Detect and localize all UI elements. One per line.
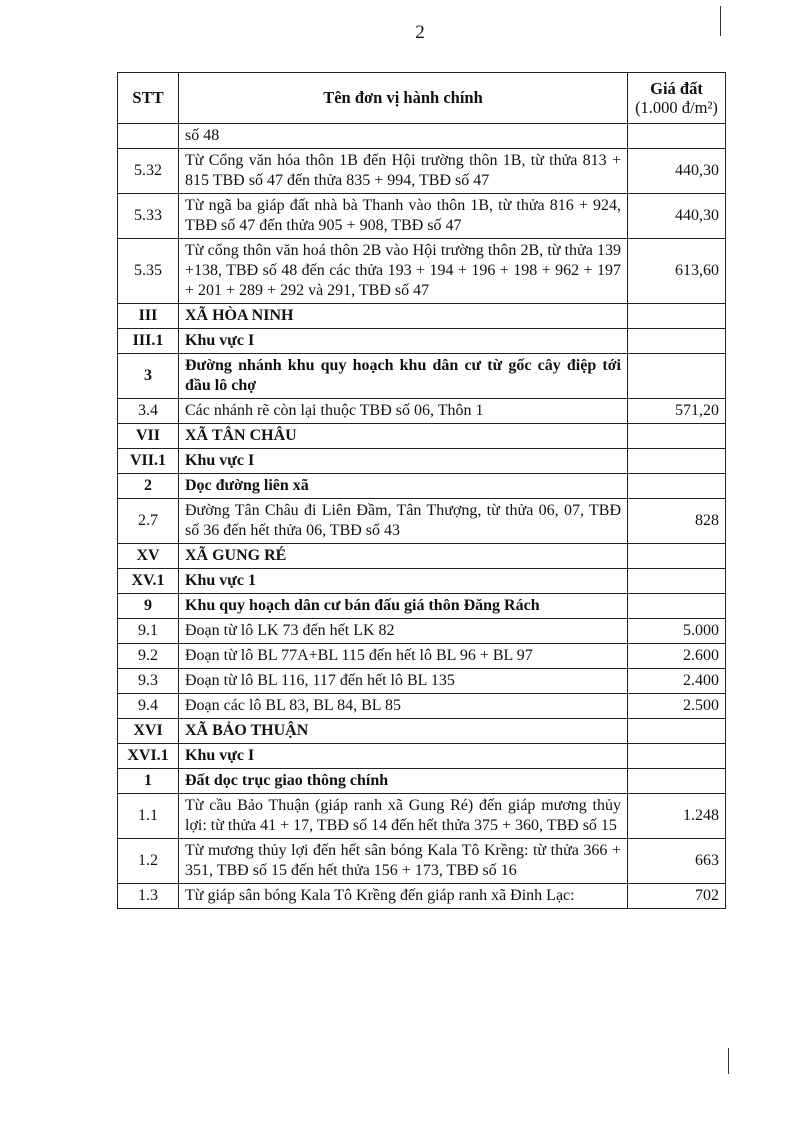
row-name: Từ ngã ba giáp đất nhà bà Thanh vào thôn 1B, từ thửa 816 + 924, TBĐ số 47 đến thửa 905 + 908, TBĐ số 47 [179,194,628,239]
row-name: Từ cổng thôn văn hoá thôn 2B vào Hội trường thôn 2B, từ thửa 139 +138, TBĐ số 48 đến các thửa 193 + 194 + 196 + 198 + 962 + 197 + 201 + 289 + 292 và 291, TBĐ số 47 [179,239,628,304]
table-row [118,304,726,329]
row-stt: 9 [118,594,179,619]
row-name: XÃ TÂN CHÂU [179,424,628,449]
header-price-title: Giá đất [650,79,703,98]
page-number: 2 [415,22,425,43]
row-price [628,719,726,744]
row-stt: 1.1 [118,794,179,839]
row-name: Đường nhánh khu quy hoạch khu dân cư từ gốc cây điệp tới đầu lô chợ [179,354,628,399]
row-stt: 2 [118,474,179,499]
row-stt: 9.1 [118,619,179,644]
row-stt: VII.1 [118,449,179,474]
row-name: Từ Cổng văn hóa thôn 1B đến Hội trường thôn 1B, từ thửa 813 + 815 TBĐ số 47 đến thửa 835 + 994, TBĐ số 47 [179,149,628,194]
row-price: 702 [628,884,726,909]
row-stt: XVI [118,719,179,744]
row-price [628,594,726,619]
row-stt: III [118,304,179,329]
row-name: số 48 [179,124,628,149]
table-row [118,474,726,499]
table-row [118,794,726,839]
table-row [118,769,726,794]
table-row [118,569,726,594]
row-name: XÃ GUNG RÉ [179,544,628,569]
header-stt: STT [118,73,179,124]
row-name: Khu vực I [179,329,628,354]
table-header-row [118,73,726,124]
row-name: Khu vực 1 [179,569,628,594]
row-name: XÃ HÒA NINH [179,304,628,329]
row-name: Từ giáp sân bóng Kala Tô Krềng đến giáp ranh xã Đinh Lạc: [179,884,628,909]
row-name: Đoạn từ lô BL 116, 117 đến hết lô BL 135 [179,669,628,694]
table-row [118,124,726,149]
row-name: Đoạn từ lô BL 77A+BL 115 đến hết lô BL 96 + BL 97 [179,644,628,669]
row-price [628,329,726,354]
row-name: Dọc đường liên xã [179,474,628,499]
row-name: Đường Tân Châu đi Liên Đầm, Tân Thượng, từ thửa 06, 07, TBĐ số 36 đến hết thửa 06, TBĐ số 43 [179,499,628,544]
row-name: Đất dọc trục giao thông chính [179,769,628,794]
row-stt: 1.2 [118,839,179,884]
row-price [628,449,726,474]
row-stt: 2.7 [118,499,179,544]
header-price [628,73,726,124]
row-price [628,744,726,769]
table-row [118,239,726,304]
table-row [118,744,726,769]
table-row [118,544,726,569]
row-name: Từ cầu Bảo Thuận (giáp ranh xã Gung Ré) đến giáp mương thủy lợi: từ thửa 41 + 17, TBĐ số 14 đến hết thửa 375 + 360, TBĐ số 15 [179,794,628,839]
row-stt: 1.3 [118,884,179,909]
row-stt: 5.33 [118,194,179,239]
table-row [118,329,726,354]
row-price [628,304,726,329]
row-price [628,569,726,594]
row-stt: VII [118,424,179,449]
row-name: Các nhánh rẽ còn lại thuộc TBĐ số 06, Thôn 1 [179,399,628,424]
row-name: Đoạn các lô BL 83, BL 84, BL 85 [179,694,628,719]
row-price: 663 [628,839,726,884]
table-row [118,839,726,884]
row-price [628,769,726,794]
row-price: 5.000 [628,619,726,644]
row-stt: 9.2 [118,644,179,669]
table-row [118,194,726,239]
table-row [118,694,726,719]
row-stt: 3 [118,354,179,399]
scan-artifact [728,1048,729,1074]
row-price [628,474,726,499]
header-name: Tên đơn vị hành chính [179,73,628,124]
row-name: XÃ BẢO THUẬN [179,719,628,744]
table-row [118,619,726,644]
row-stt: XV [118,544,179,569]
table-row [118,884,726,909]
row-stt: 9.3 [118,669,179,694]
row-price [628,124,726,149]
table-row [118,669,726,694]
row-price: 828 [628,499,726,544]
row-name: Đoạn từ lô LK 73 đến hết LK 82 [179,619,628,644]
table-row [118,399,726,424]
table-row [118,449,726,474]
row-stt: 1 [118,769,179,794]
row-stt: III.1 [118,329,179,354]
row-stt [118,124,179,149]
table-row [118,424,726,449]
row-name: Khu quy hoạch dân cư bán đấu giá thôn Đăng Rách [179,594,628,619]
row-price: 2.500 [628,694,726,719]
scan-artifact [720,6,721,36]
row-price: 440,30 [628,149,726,194]
table-row [118,149,726,194]
row-price: 2.600 [628,644,726,669]
row-price: 2.400 [628,669,726,694]
table-row [118,594,726,619]
table-row [118,499,726,544]
row-price: 440,30 [628,194,726,239]
row-stt: 5.32 [118,149,179,194]
row-price: 1.248 [628,794,726,839]
row-stt: XVI.1 [118,744,179,769]
row-stt: XV.1 [118,569,179,594]
row-price [628,424,726,449]
land-price-table [117,72,726,909]
row-price: 613,60 [628,239,726,304]
row-price: 571,20 [628,399,726,424]
row-stt: 9.4 [118,694,179,719]
row-price [628,544,726,569]
row-price [628,354,726,399]
row-name: Khu vực I [179,744,628,769]
row-name: Từ mương thủy lợi đến hết sân bóng Kala Tô Krềng: từ thửa 366 + 351, TBĐ số 15 đến hết thửa 156 + 173, TBĐ số 16 [179,839,628,884]
table-row [118,354,726,399]
header-price-unit: (1.000 đ/m²) [635,98,718,117]
table-row [118,719,726,744]
row-name: Khu vực I [179,449,628,474]
row-stt: 3.4 [118,399,179,424]
row-stt: 5.35 [118,239,179,304]
table-row [118,644,726,669]
